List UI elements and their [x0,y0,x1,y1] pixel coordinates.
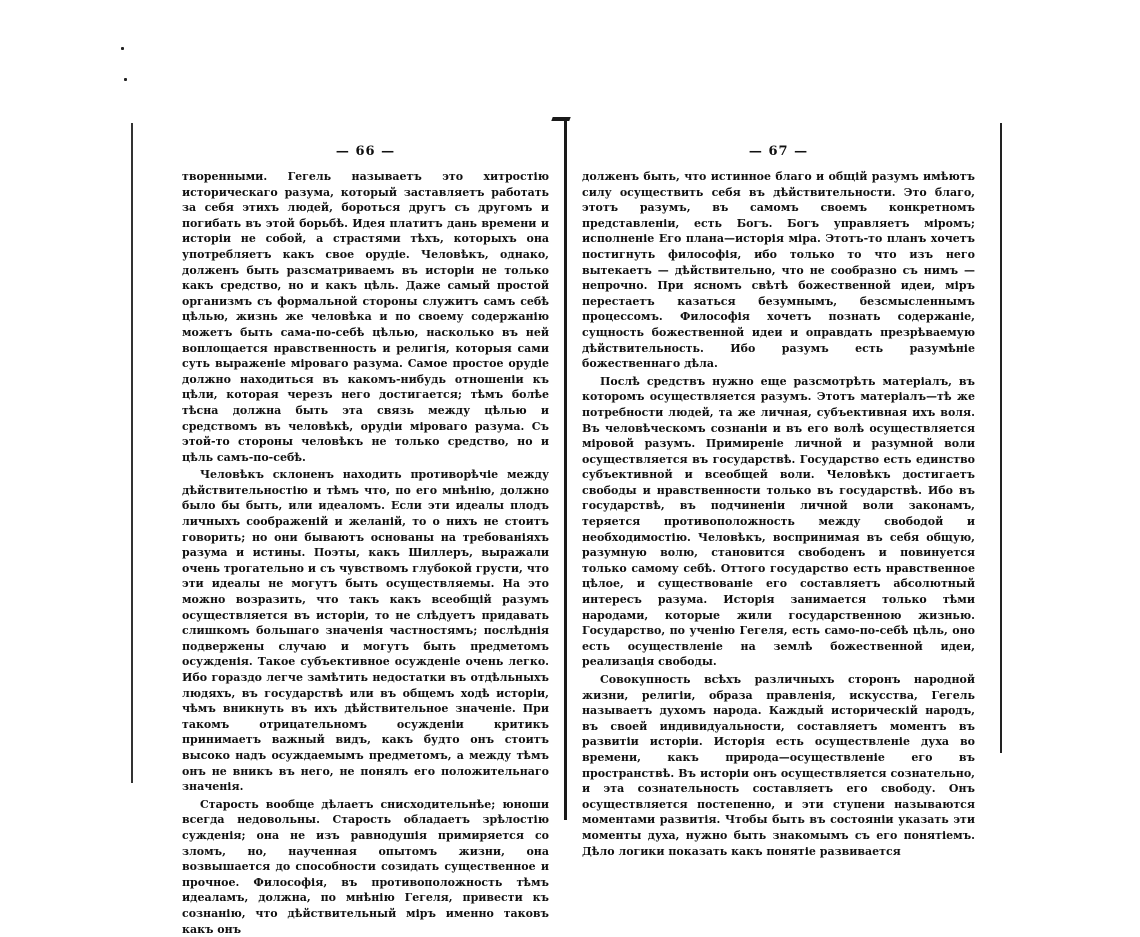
book-spine [564,120,567,820]
right-page [582,140,975,858]
paragraph: Старость вообще дѣлаетъ снисходительнѣе; юноши всегда недовольны. Старость обладаетъ зрѣлостію сужденія; она не изъ равнодушія примиряется со зломъ, но, наученная опытомъ жизни, она возвышается до способности созидать существенное и прочное. Философія, въ противоположность тѣмъ идеаламъ, должна, по мнѣнію Гегеля, привести къ сознанію, что дѣйствительный міръ именно таковъ какъ онъ [182,797,549,936]
paragraph: Послѣ средствъ нужно еще разсмотрѣть матеріалъ, въ которомъ осуществляется разумъ. Этотъ матеріалъ—тѣ же потребности людей, та же личная, субъективная ихъ воля. Въ человѣческомъ сознаніи и въ его волѣ осуществляется міровой разумъ. Примиреніе личной и разумной воли осуществляется въ государствѣ. Государство есть единство субъективной и всеобщей воли. Человѣкъ достигаетъ свободы и нравственности только въ государствѣ. Ибо въ государствѣ, въ подчиненіи личной воли законамъ, теряется противоположность между свободой и необходимостію. Человѣкъ, воспринимая въ себя общую, разумную волю, становится свободенъ и повинуется только самому себѣ. Оттого государство есть нравственное цѣлое, и существованіе его составляетъ абсолютный интересъ разума. Исторія занимается только тѣми народами, которые жили государственною жизнью. Государство, по ученію Гегеля, есть само-по-себѣ цѣль, оно есть осуществленіе на землѣ божественной идеи, реализація свободы. [582,374,975,669]
scan-speck [124,78,127,81]
scan-speck [121,47,124,50]
paragraph: долженъ быть, что истинное благо и общій разумъ имѣютъ силу осуществить себя въ дѣйствительности. Это благо, этотъ разумъ, въ самомъ своемъ конкретномъ представленіи, есть Богъ. Богъ управляетъ міромъ; исполненіе Его плана—исторія міра. Этотъ-то планъ хочетъ постигнуть философія, ибо только то что изъ него вытекаетъ — дѣйствительно, что не сообразно съ нимъ — непрочно. При ясномъ свѣтѣ божественной идеи, міръ перестаетъ казаться безумнымъ, безсмысленнымъ процессомъ. Философія хочетъ познать содержаніе, сущность божественной идеи и оправдать презрѣваемую дѣйствительность. Ибо разумъ есть разумѣніе божественнаго дѣла. [582,170,975,371]
book-left-edge [131,123,133,783]
left-page [182,140,549,936]
book-spine-hook [551,117,570,121]
paragraph: Совокупность всѣхъ различныхъ сторонъ народной жизни, религіи, образа правленія, искусства, Гегель называетъ духомъ народа. Каждый историческій народъ, въ своей индивидуальности, составляетъ моментъ въ развитіи исторіи. Исторія есть осуществленіе духа во времени, какъ природа—осуществленіе его въ пространствѣ. Въ исторіи онъ осуществляется сознательно, и эта сознательность составляетъ его свободу. Онъ осуществляется постепенно, и эти ступени называются моментами развитія. Чтобы быть въ состояніи указать эти моменты духа, нужно быть знакомымъ съ его понятіемъ. Дѣло логики показать какъ понятіе развивается [582,673,975,858]
paragraph: творенными. Гегель называетъ это хитростію историческаго разума, который заставляетъ работать за себя этихъ людей, бороться другъ съ другомъ и погибать въ этой борьбѣ. Идея платитъ дань времени и исторіи не собой, а страстями тѣхъ, которыхъ она употребляетъ какъ свое орудіе. Человѣкъ, однако, долженъ быть разсматриваемъ въ исторіи не только какъ средство, но и какъ цѣль. Даже самый простой организмъ съ формальной стороны служитъ самъ себѣ цѣлью, жизнь же человѣка и по своему содержанію можетъ быть сама-по-себѣ цѣлью, насколько въ ней воплощается нравственность и религія, которыя сами суть выраженіе міроваго разума. Самое простое орудіе должно находиться въ какомъ-нибудь отношеніи къ цѣли, которая черезъ него достигается; тѣмъ болѣе тѣсна должна быть эта связь между цѣлью и средствомъ въ человѣкѣ, орудіи міроваго разума. Съ этой-то стороны человѣкъ не только средство, но и цѣль самъ-по-себѣ. [182,170,549,464]
paragraph: Человѣкъ склоненъ находить противорѣчіе между дѣйствительностію и тѣмъ что, по его мнѣнію, должно было бы быть, или идеаломъ. Если эти идеалы плодъ личныхъ соображеній и желаній, то о нихъ не стоитъ говорить; но они бываютъ основаны на требованіяхъ разума и истины. Поэты, какъ Шиллеръ, выражали очень трогательно и съ чувствомъ глубокой грусти, что эти идеалы не могутъ быть осуществляемы. На это можно возразить, что такъ какъ всеобщій разумъ осуществляется въ исторіи, то не слѣдуетъ придавать слишкомъ большаго значенія частностямъ; послѣднія подвержены случаю и могутъ быть предметомъ осужденія. Такое субъективное осужденіе очень легко. Ибо гораздо легче замѣтить недостатки въ отдѣльныхъ людяхъ, въ государствѣ или въ общемъ ходѣ исторіи, чѣмъ вникнуть въ ихъ дѣйствительное значеніе. При такомъ отрицательномъ осужденіи критикъ принимаетъ важный видъ, какъ будто онъ стоитъ высоко надъ осуждаемымъ предметомъ, а между тѣмъ онъ не вникъ въ него, не понялъ его положительнаго значенія. [182,468,549,794]
page-number: — 66 — [335,144,396,159]
page-number: — 67 — [748,144,809,159]
book-right-edge [1000,123,1002,753]
